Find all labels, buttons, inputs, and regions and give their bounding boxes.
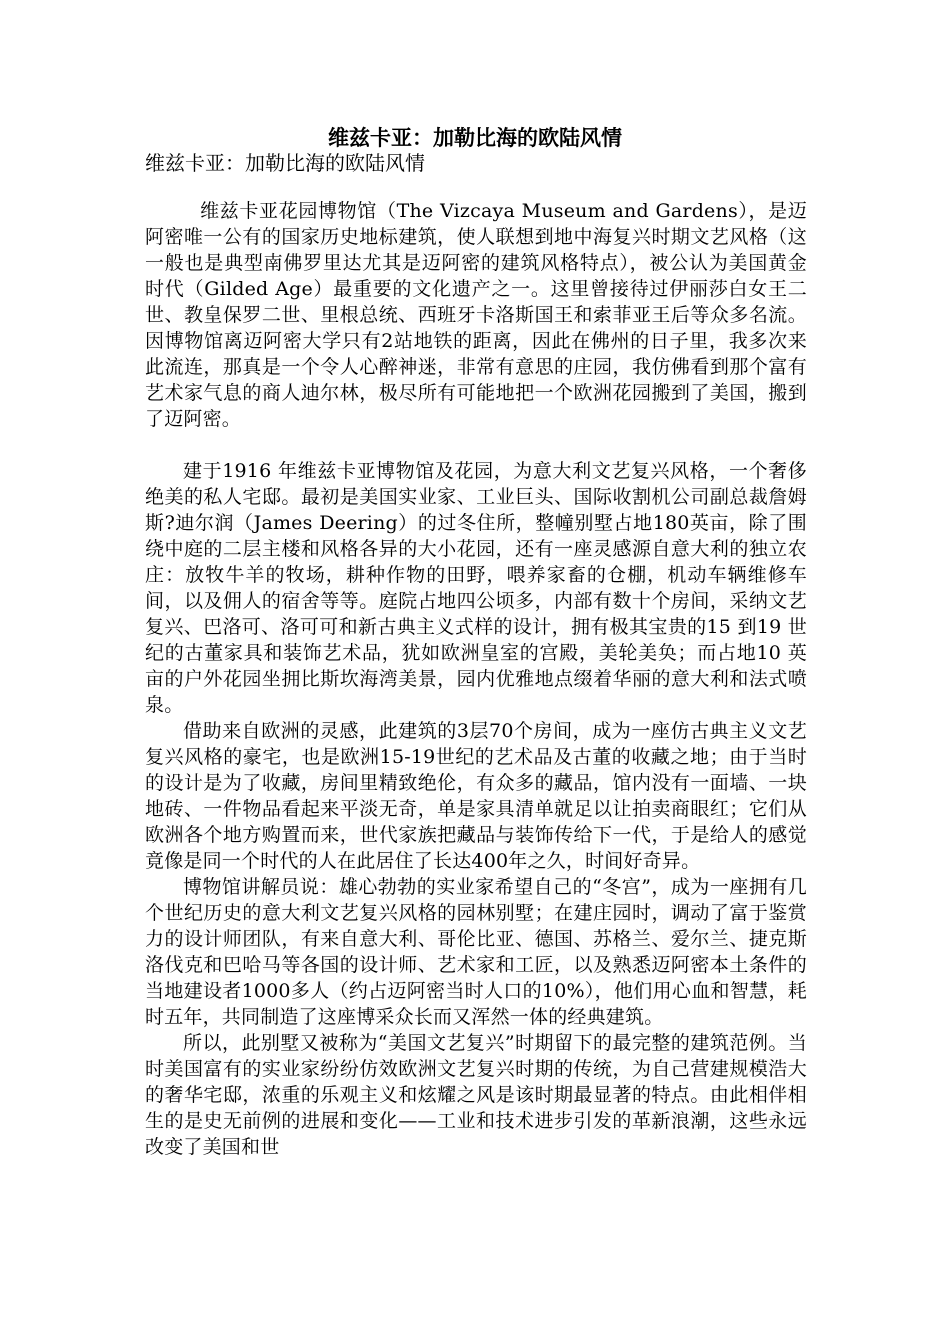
document-body (145, 198, 807, 1160)
paragraph-5: 所以，此别墅又被称为“美国文艺复兴”时期留下的最完整的建筑范例。当时美国富有的实业家纷纷仿效欧洲文艺复兴时期的传统，为自己营建规模浩大的奢华宅邸，浓重的乐观主义和炫耀之风是该时期最显著的特点。由此相伴相生的是史无前例的进展和变化——工业和技术进步引发的革新浪潮，这些永远改变了美国和世 (145, 1032, 807, 1158)
document-title: 维兹卡亚：加勒比海的欧陆风情 (328, 126, 622, 150)
paragraph-1: 维兹卡亚花园博物馆（The Vizcaya Museum and Gardens），是迈阿密唯一公有的国家历史地标建筑，使人联想到地中海复兴时期文艺风格（这一般也是典型南佛罗里达尤其是迈阿密的建筑风格特点），被公认为美国黄金时代（Gilded Age）最重要的文化遗产之一。这里曾接待过伊丽莎白女王二世、教皇保罗二世、里根总统、西班牙卡洛斯国王和索菲亚王后等众多名流。因博物馆离迈阿密大学只有2站地铁的距离，因此在佛州的日子里，我多次来此流连，那真是一个令人心醉神迷，非常有意思的庄园，我仿佛看到那个富有艺术家气息的商人迪尔林，极尽所有可能地把一个欧洲花园搬到了美国，搬到了迈阿密。 (145, 200, 807, 430)
paragraph-2: 建于1916 年维兹卡亚博物馆及花园，为意大利文艺复兴风格，一个奢侈绝美的私人宅邸。最初是美国实业家、工业巨头、国际收割机公司副总裁詹姆斯?迪尔润（James Deering）的过冬住所，整幢别墅占地180英亩，除了围绕中庭的二层主楼和风格各异的大小花园，还有一座灵感源自意大利的独立农庄：放牧牛羊的牧场，耕种作物的田野，喂养家畜的仓棚，机动车辆维修车间，以及佣人的宿舍等等。庭院占地四公顷多，内部有数十个房间，采纳文艺复兴、巴洛可、洛可可和新古典主义式样的设计，拥有极其宝贵的15 到19 世纪的古董家具和装饰艺术品，犹如欧洲皇室的宫殿，美轮美奂；而占地10 英亩的户外花园坐拥比斯坎海湾美景，园内优雅地点缀着华丽的意大利和法式喷泉。 (145, 460, 807, 716)
paragraph-3: 借助来自欧洲的灵感，此建筑的3层70个房间，成为一座仿古典主义文艺复兴风格的豪宅，也是欧洲15-19世纪的艺术品及古董的收藏之地；由于当时的设计是为了收藏，房间里精致绝伦，有众多的藏品，馆内没有一面墙、一块地砖、一件物品看起来平淡无奇，单是家具清单就足以让拍卖商眼红；它们从欧洲各个地方购置而来，世代家族把藏品与装饰传给下一代，于是给人的感觉竟像是同一个时代的人在此居住了长达400年之久，时间好奇异。 (145, 720, 807, 872)
document-subtitle: 维兹卡亚：加勒比海的欧陆风情 (145, 151, 425, 175)
paragraph-4: 博物馆讲解员说：雄心勃勃的实业家希望自己的“冬宫”，成为一座拥有几个世纪历史的意大利文艺复兴风格的园林别墅；在建庄园时，调动了富于鉴赏力的设计师团队，有来自意大利、哥伦比亚、德国、苏格兰、爱尔兰、捷克斯洛伐克和巴哈马等各国的设计师、艺术家和工匠，以及熟悉迈阿密本土条件的当地建设者1000多人（约占迈阿密当时人口的10%），他们用心血和智慧，耗时五年，共同制造了这座博采众长而又浑然一体的经典建筑。 (145, 876, 807, 1028)
